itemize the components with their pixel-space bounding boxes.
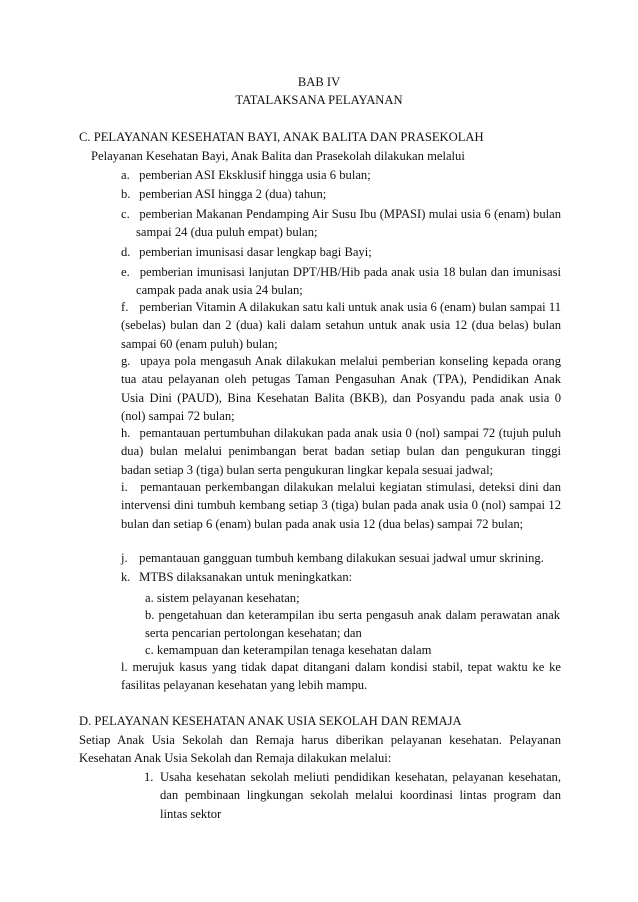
list-item xyxy=(121,424,561,479)
sub-list-label: c. xyxy=(145,643,154,657)
list-text: pemberian Vitamin A dilakukan satu kali untuk anak usia 6 (enam) bulan sampai 11 (sebelas) bulan dan 2 (dua) kali dalam setahun untuk anak usia 12 (dua belas) bulan sampai 60 (enam puluh) bulan; xyxy=(121,300,561,351)
list-text: pemberian ASI hingga 2 (dua) tahun; xyxy=(139,187,327,201)
sub-list-text: pengetahuan dan keterampilan ibu serta pengasuh anak dalam perawatan anak serta pencarian pertolongan kesehatan; dan xyxy=(145,608,560,641)
list-text: pemberian imunisasi lanjutan DPT/HB/Hib pada anak usia 18 bulan dan imunisasi campak pada anak usia 24 bulan; xyxy=(136,265,561,298)
list-item xyxy=(121,166,561,184)
list-item xyxy=(121,243,561,261)
sub-list-label: a. xyxy=(145,591,154,605)
list-item xyxy=(121,298,561,353)
numbered-text: Usaha kesehatan sekolah meliuti pendidikan kesehatan, pelayanan kesehatan, dan pembinaan lingkungan sekolah melalui koordinasi lintas program dan lintas sektor xyxy=(160,770,561,821)
section-c-intro: Pelayanan Kesehatan Bayi, Anak Balita dan Prasekolah dilakukan melalui xyxy=(91,149,465,163)
list-item xyxy=(121,185,561,203)
list-label: d. xyxy=(121,245,131,259)
list-item xyxy=(121,658,561,695)
chapter-title: TATALAKSANA PELAYANAN xyxy=(235,93,403,107)
list-label: b. xyxy=(121,187,131,201)
list-text: MTBS dilaksanakan untuk meningkatkan: xyxy=(139,570,353,584)
list-label: i. xyxy=(121,480,128,494)
chapter-number: BAB IV xyxy=(297,75,341,89)
list-text: pemantauan perkembangan dilakukan melalui kegiatan stimulasi, deteksi dini dan intervensi dini tumbuh kembang setiap 3 (tiga) bulan pada anak usia 0 (nol) sampai 12 bulan dan setiap 6 (enam) bulan pada anak usia 12 (dua belas) sampai 72 bulan; xyxy=(121,480,561,531)
list-text: pemberian imunisasi dasar lengkap bagi Bayi; xyxy=(139,245,372,259)
list-text: pemantauan gangguan tumbuh kembang dilakukan sesuai jadwal umur skrining. xyxy=(139,551,544,565)
list-text: pemantauan pertumbuhan dilakukan pada anak usia 0 (nol) sampai 72 (tujuh puluh dua) bulan melalui penimbangan berat badan setiap bulan dan pengukuran tinggi badan setiap 3 (tiga) bulan serta pengukuran lingkar kepala sesuai jadwal; xyxy=(121,426,562,477)
sub-list-label: b. xyxy=(145,608,155,622)
sub-list-text: sistem pelayanan kesehatan; xyxy=(156,591,300,605)
list-text: pemberian ASI Eksklusif hingga usia 6 bulan; xyxy=(139,168,371,182)
list-item xyxy=(121,549,561,567)
numbered-item xyxy=(144,768,561,823)
list-label: l. xyxy=(121,660,128,674)
list-label: g. xyxy=(121,354,131,368)
list-label: e. xyxy=(121,265,130,279)
list-text: upaya pola mengasuh Anak dilakukan melalui pemberian konseling kepada orang tua atau pelayanan oleh petugas Taman Pengasuhan Anak (TPA), Pendidikan Anak Usia Dini (PAUD), Bina Kesehatan Balita (BKB), dan Posyandu pada anak usia 0 (nol) sampai 72 bulan; xyxy=(121,354,561,424)
section-c-heading: C. PELAYANAN KESEHATAN BAYI, ANAK BALITA DAN PRASEKOLAH xyxy=(79,130,484,144)
list-label: j. xyxy=(121,551,128,565)
list-item xyxy=(121,568,561,586)
sub-list-item xyxy=(145,641,560,659)
list-item xyxy=(121,478,561,533)
list-item xyxy=(121,352,561,426)
section-d-heading: D. PELAYANAN KESEHATAN ANAK USIA SEKOLAH DAN REMAJA xyxy=(79,714,462,728)
list-label: a. xyxy=(121,168,130,182)
list-label: h. xyxy=(121,426,131,440)
sub-list-item xyxy=(145,589,560,607)
numbered-label: 1. xyxy=(144,770,154,784)
section-d-intro: Setiap Anak Usia Sekolah dan Remaja harus diberikan pelayanan kesehatan. Pelayanan Kesehatan Anak Usia Sekolah dan Remaja dilakukan melalui: xyxy=(79,733,561,766)
list-item xyxy=(121,205,561,242)
list-text: merujuk kasus yang tidak dapat ditangani dalam kondisi stabil, tepat waktu ke ke fasilitas pelayanan kesehatan yang lebih mampu. xyxy=(121,660,561,693)
list-label: f. xyxy=(121,300,129,314)
sub-list-text: kemampuan dan keterampilan tenaga kesehatan dalam xyxy=(156,643,432,657)
list-label: k. xyxy=(121,570,131,584)
list-label: c. xyxy=(121,207,130,221)
list-text: pemberian Makanan Pendamping Air Susu Ibu (MPASI) mulai usia 6 (enam) bulan sampai 24 (dua puluh empat) bulan; xyxy=(136,207,562,240)
sub-list-item xyxy=(145,606,560,643)
list-item xyxy=(121,263,561,300)
